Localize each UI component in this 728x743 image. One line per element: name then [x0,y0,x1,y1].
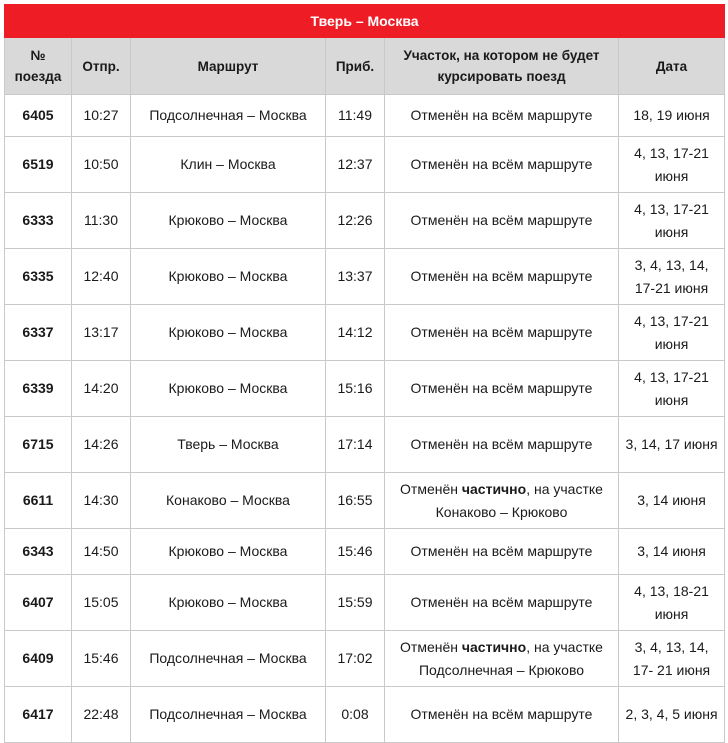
train-number: 6335 [5,249,72,305]
cancel-text: Отменён [400,638,462,655]
route: Крюково – Москва [131,361,326,417]
cancel-section [385,631,619,687]
cancel-section: Отменён на всём маршруте [385,575,619,631]
train-number: 6405 [5,95,72,137]
table-row [5,687,725,743]
departure-time: 22:48 [72,687,131,743]
cancel-section: Отменён на всём маршруте [385,95,619,137]
departure-time: 10:50 [72,137,131,193]
arrival-time: 15:16 [326,361,385,417]
route: Крюково – Москва [131,529,326,575]
train-number: 6343 [5,529,72,575]
header-date: Дата [619,38,725,95]
route: Конаково – Москва [131,473,326,529]
dates: 4, 13, 18-21 июня [619,575,725,631]
header-route: Маршрут [131,38,326,95]
arrival-time: 15:59 [326,575,385,631]
dates: 3, 4, 13, 14, 17-21 июня [619,249,725,305]
departure-time: 14:26 [72,417,131,473]
route: Подсолнечная – Москва [131,95,326,137]
header-train-number: № поезда [5,38,72,95]
cancel-segment: , на участке Подсолнечная – Крюково [418,638,603,678]
table-row [5,249,725,305]
cancel-section: Отменён на всём маршруте [385,249,619,305]
departure-time: 15:46 [72,631,131,687]
table-row [5,193,725,249]
route: Крюково – Москва [131,193,326,249]
route: Тверь – Москва [131,417,326,473]
header-departure: Отпр. [72,38,131,95]
departure-time: 11:30 [72,193,131,249]
arrival-time: 15:46 [326,529,385,575]
arrival-time: 12:37 [326,137,385,193]
table-row [5,575,725,631]
train-number: 6407 [5,575,72,631]
train-number: 6337 [5,305,72,361]
arrival-time: 11:49 [326,95,385,137]
dates: 4, 13, 17-21 июня [619,361,725,417]
cancel-section: Отменён на всём маршруте [385,529,619,575]
dates: 3, 14 июня [619,529,725,575]
departure-time: 15:05 [72,575,131,631]
table-row [5,473,725,529]
table-row [5,631,725,687]
route: Клин – Москва [131,137,326,193]
route: Крюково – Москва [131,305,326,361]
train-number: 6611 [5,473,72,529]
partial-label: частично [461,638,527,655]
table-row [5,529,725,575]
dates: 4, 13, 17-21 июня [619,305,725,361]
cancel-text: Отменён [400,480,462,497]
cancel-section: Отменён на всём маршруте [385,305,619,361]
train-number: 6417 [5,687,72,743]
dates: 3, 4, 13, 14, 17- 21 июня [619,631,725,687]
schedule-table [4,4,725,743]
arrival-time: 12:26 [326,193,385,249]
train-number: 6409 [5,631,72,687]
cancel-segment: , на участке Конаково – Крюково [435,480,603,520]
header-section: Участок, на котором не будет курсировать поезд [385,38,619,95]
table-row [5,137,725,193]
departure-time: 13:17 [72,305,131,361]
table-title: Тверь – Москва [5,5,725,38]
dates: 3, 14, 17 июня [619,417,725,473]
dates: 4, 13, 17-21 июня [619,193,725,249]
table-row [5,361,725,417]
departure-time: 14:20 [72,361,131,417]
partial-label: частично [461,480,527,497]
departure-time: 14:50 [72,529,131,575]
dates: 18, 19 июня [619,95,725,137]
table-row [5,305,725,361]
cancel-section: Отменён на всём маршруте [385,193,619,249]
cancel-section: Отменён на всём маршруте [385,687,619,743]
arrival-time: 17:02 [326,631,385,687]
route: Крюково – Москва [131,249,326,305]
dates: 4, 13, 17-21 июня [619,137,725,193]
cancel-section: Отменён на всём маршруте [385,361,619,417]
arrival-time: 13:37 [326,249,385,305]
arrival-time: 17:14 [326,417,385,473]
cancel-section: Отменён на всём маршруте [385,417,619,473]
train-number: 6519 [5,137,72,193]
departure-time: 10:27 [72,95,131,137]
departure-time: 14:30 [72,473,131,529]
route: Подсолнечная – Москва [131,687,326,743]
table-row [5,417,725,473]
arrival-time: 16:55 [326,473,385,529]
header-arrival: Приб. [326,38,385,95]
route: Крюково – Москва [131,575,326,631]
dates: 3, 14 июня [619,473,725,529]
cancel-section [385,473,619,529]
arrival-time: 14:12 [326,305,385,361]
dates: 2, 3, 4, 5 июня [619,687,725,743]
train-number: 6715 [5,417,72,473]
cancel-section: Отменён на всём маршруте [385,137,619,193]
route: Подсолнечная – Москва [131,631,326,687]
train-number: 6339 [5,361,72,417]
table-row [5,95,725,137]
train-number: 6333 [5,193,72,249]
departure-time: 12:40 [72,249,131,305]
arrival-time: 0:08 [326,687,385,743]
